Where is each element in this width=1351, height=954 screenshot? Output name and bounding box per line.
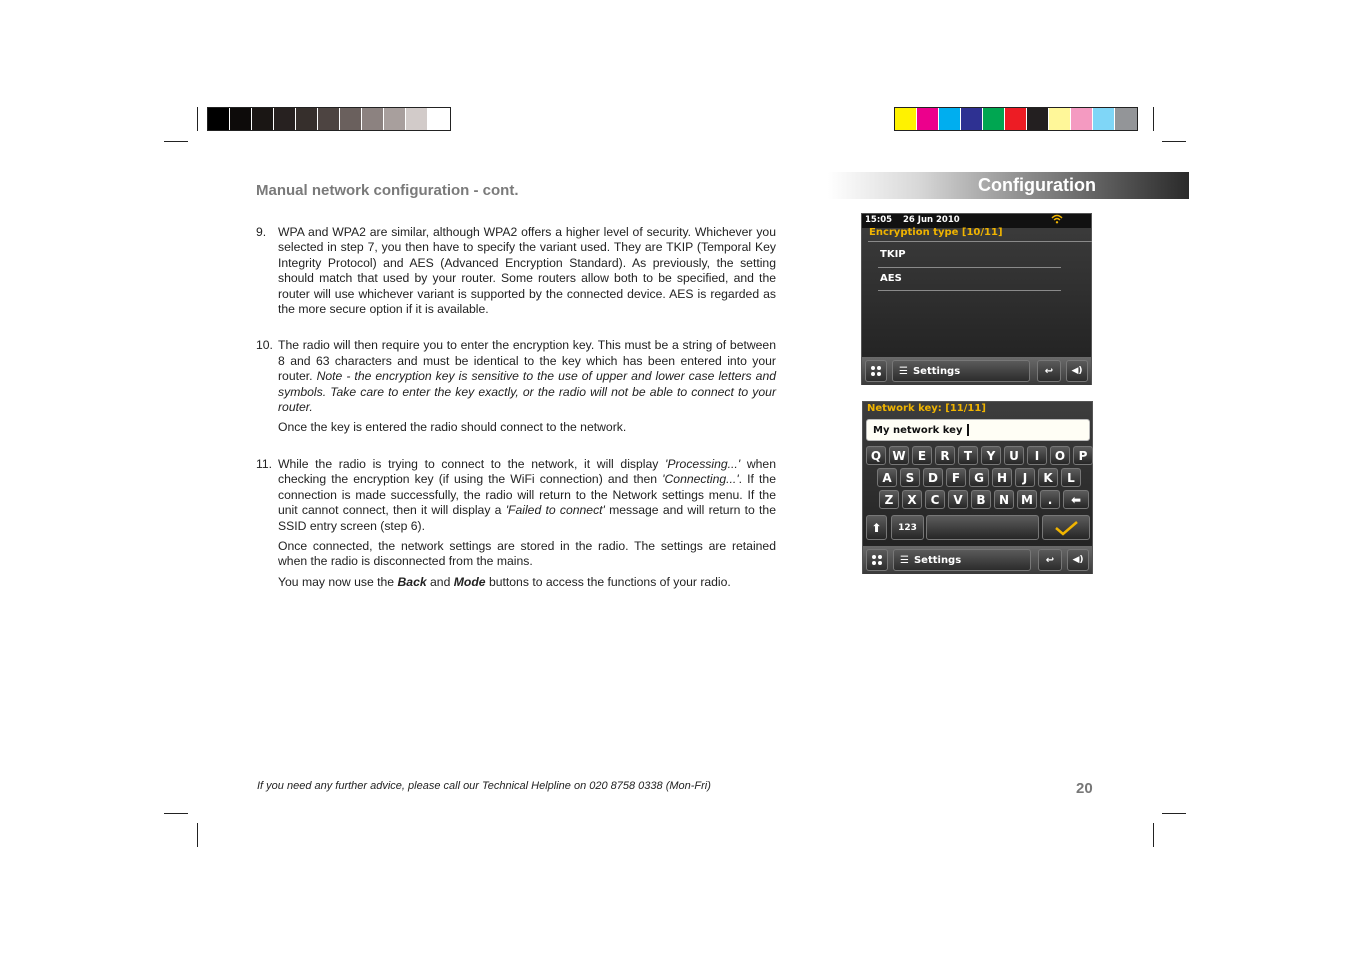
- crop-mark: [164, 141, 188, 142]
- settings-label: Settings: [912, 365, 961, 377]
- text-run: Once connected, the network settings are stored in the radio. The settings are retained when the radio is disconnected from the mains.: [278, 538, 776, 569]
- menu-icon: ☰: [899, 365, 908, 377]
- key-a[interactable]: A: [877, 468, 897, 487]
- settings-button[interactable]: [893, 549, 1031, 571]
- text-run: WPA and WPA2 are similar, although WPA2 offers a higher level of security. Whichever you selected in step 7, you then have to specify the variant used. They are TKIP (Temporal Key Integrity Protocol) and AES (Advanced Encryption Standard). As previously, the setting should match that used by your router. Some routers allow both to be specified, and the router will use whichever variant is supported by the connected device. AES is regarded as the more secure option if it is available.: [278, 225, 776, 317]
- input-text: My network key: [873, 425, 963, 436]
- color-swatch: [1027, 108, 1049, 130]
- section-title: Manual network configuration - cont.: [256, 182, 519, 199]
- back-arrow-icon: ↩: [1044, 365, 1054, 377]
- paragraph: [278, 539, 776, 570]
- color-swatch: [318, 108, 340, 130]
- key-p[interactable]: P: [1073, 446, 1093, 465]
- home-button[interactable]: [866, 549, 888, 571]
- key-d[interactable]: D: [923, 468, 943, 487]
- crop-mark: [197, 823, 198, 847]
- banner-title: Configuration: [978, 175, 1096, 195]
- crop-mark: [1162, 141, 1186, 142]
- paragraph: [278, 338, 776, 415]
- clock-date: 26 Jun 2010: [903, 215, 960, 225]
- crop-mark: [164, 813, 188, 814]
- text-run: Mode: [453, 574, 486, 589]
- list-item: [256, 338, 776, 435]
- divider: [868, 241, 1092, 242]
- text-run: buttons to access the functions of your radio.: [485, 574, 731, 589]
- key-y[interactable]: Y: [981, 446, 1001, 465]
- divider: [878, 290, 1061, 291]
- speaker-icon: ◀): [1071, 366, 1083, 376]
- instruction-list: [256, 225, 776, 595]
- encryption-type-screen: [861, 213, 1092, 385]
- spacer: [256, 441, 776, 457]
- key-b[interactable]: B: [971, 490, 991, 509]
- key-n[interactable]: N: [994, 490, 1014, 509]
- color-swatch: [939, 108, 961, 130]
- bottom-toolbar: [862, 357, 1091, 385]
- confirm-key[interactable]: [1042, 515, 1090, 540]
- key-i[interactable]: I: [1027, 446, 1047, 465]
- page-number: 20: [1076, 780, 1093, 797]
- key-f[interactable]: F: [946, 468, 966, 487]
- color-swatch: [296, 108, 318, 130]
- settings-button[interactable]: [892, 360, 1030, 382]
- back-arrow-icon: ↩: [1045, 554, 1055, 566]
- color-swatch: [340, 108, 362, 130]
- crop-mark: [1162, 813, 1186, 814]
- divider: [878, 267, 1061, 268]
- space-key[interactable]: [926, 515, 1039, 540]
- paragraph: [278, 225, 776, 317]
- screen-title: Encryption type [10/11]: [869, 227, 1003, 238]
- key-q[interactable]: Q: [866, 446, 886, 465]
- color-swatch: [406, 108, 428, 130]
- key-z[interactable]: Z: [879, 490, 899, 509]
- text-run: and: [426, 574, 454, 589]
- item-number: 10.: [256, 338, 273, 353]
- color-swatch: [1049, 108, 1071, 130]
- color-swatch: [1115, 108, 1137, 130]
- color-swatch: [1093, 108, 1115, 130]
- grid-icon: [871, 554, 883, 566]
- back-button[interactable]: [1037, 360, 1061, 382]
- text-run: You may now use the: [278, 574, 398, 589]
- key-v[interactable]: V: [948, 490, 968, 509]
- home-button[interactable]: [865, 360, 887, 382]
- color-swatch: [895, 108, 917, 130]
- network-key-input[interactable]: [866, 419, 1090, 441]
- color-swatch: [917, 108, 939, 130]
- color-swatch: [1071, 108, 1093, 130]
- text-run: Back: [397, 574, 427, 589]
- text-run: While the radio is trying to connect to the network, it will display: [278, 456, 666, 471]
- key-s[interactable]: S: [900, 468, 920, 487]
- backspace-arrow-icon: ⬅: [1070, 492, 1082, 507]
- key-x[interactable]: X: [902, 490, 922, 509]
- speaker-icon: ◀): [1072, 555, 1084, 565]
- paragraph: [278, 575, 776, 590]
- back-button[interactable]: [1038, 549, 1062, 571]
- text-run: 'Connecting...': [662, 472, 739, 487]
- key-t[interactable]: T: [958, 446, 978, 465]
- color-swatch: [384, 108, 406, 130]
- item-number: 9.: [256, 225, 267, 239]
- settings-label: Settings: [913, 554, 962, 566]
- bottom-toolbar: [863, 546, 1092, 574]
- text-run: when checking the encryption key (if using the WiFi connection) and then: [278, 456, 776, 487]
- color-swatch: [274, 108, 296, 130]
- grid-icon: [870, 365, 882, 377]
- configuration-banner: [828, 172, 1189, 199]
- shift-arrow-icon: ⬆: [871, 520, 882, 535]
- color-swatch: [208, 108, 230, 130]
- volume-button[interactable]: [1067, 549, 1089, 571]
- status-bar: [862, 214, 1091, 228]
- text-run: message and will return to the SSID entry screen (step 6).: [278, 503, 776, 533]
- crop-mark: [197, 107, 198, 131]
- key-w[interactable]: W: [889, 446, 909, 465]
- color-swatch: [983, 108, 1005, 130]
- list-item: [256, 225, 776, 317]
- text-run: 'Failed to connect': [505, 503, 605, 518]
- numbers-key-label: 123: [898, 522, 917, 533]
- color-swatch: [230, 108, 252, 130]
- text-run: Once the key is entered the radio should connect to the network.: [278, 420, 627, 435]
- network-key-screen: [862, 401, 1093, 574]
- grayscale-calibration-bar: [207, 107, 451, 131]
- key-u[interactable]: U: [1004, 446, 1024, 465]
- key-r[interactable]: R: [935, 446, 955, 465]
- key-g[interactable]: G: [969, 468, 989, 487]
- color-swatch: [1005, 108, 1027, 130]
- key-c[interactable]: C: [925, 490, 945, 509]
- key-e[interactable]: E: [912, 446, 932, 465]
- backspace-key[interactable]: [1063, 490, 1089, 509]
- paragraph: [278, 457, 776, 534]
- checkmark-icon: [1053, 520, 1079, 536]
- numbers-key[interactable]: [891, 515, 924, 540]
- paragraph: [278, 420, 776, 435]
- text-run: . If the connection is made successfully, the radio will return to the Network settings menu. If the unit cannot connect, then it will display a: [278, 472, 776, 518]
- crop-mark: [1153, 823, 1154, 847]
- crop-mark: [1153, 107, 1154, 131]
- key-o[interactable]: O: [1050, 446, 1070, 465]
- color-swatch: [362, 108, 384, 130]
- key-j[interactable]: J: [1015, 468, 1035, 487]
- spacer: [256, 322, 776, 338]
- item-number: 11.: [256, 456, 273, 471]
- clock-time: 15:05: [865, 215, 893, 225]
- shift-key[interactable]: [866, 515, 887, 540]
- wifi-icon: [1051, 214, 1063, 227]
- text-run: 'Processing...': [665, 456, 741, 471]
- color-swatch: [252, 108, 274, 130]
- list-item: [256, 457, 776, 590]
- option-aes[interactable]: AES: [880, 273, 902, 284]
- color-swatch: [428, 108, 450, 130]
- option-tkip[interactable]: TKIP: [880, 249, 906, 260]
- menu-icon: ☰: [900, 554, 909, 566]
- key-h[interactable]: H: [992, 468, 1012, 487]
- text-cursor: [967, 424, 969, 436]
- key-m[interactable]: M: [1017, 490, 1037, 509]
- color-calibration-bar: [894, 107, 1138, 131]
- color-swatch: [961, 108, 983, 130]
- helpline-footer: If you need any further advice, please call our Technical Helpline on 020 8758 0338 (Mon-Fri): [257, 780, 711, 792]
- key-k[interactable]: K: [1038, 468, 1058, 487]
- screen-title: Network key: [11/11]: [867, 403, 986, 414]
- key-period[interactable]: .: [1040, 490, 1060, 509]
- volume-button[interactable]: [1066, 360, 1088, 382]
- key-l[interactable]: L: [1061, 468, 1081, 487]
- text-run: The radio will then require you to enter the encryption key. This must be a string of between 8 and 63 characters and must be identical to the key which has been entered into your router.: [278, 338, 776, 384]
- text-run: Note - the encryption key is sensitive to the use of upper and lower case letters and symbols. Take care to enter the key exactly, or the radio will not be able to connect to your router.: [278, 369, 776, 415]
